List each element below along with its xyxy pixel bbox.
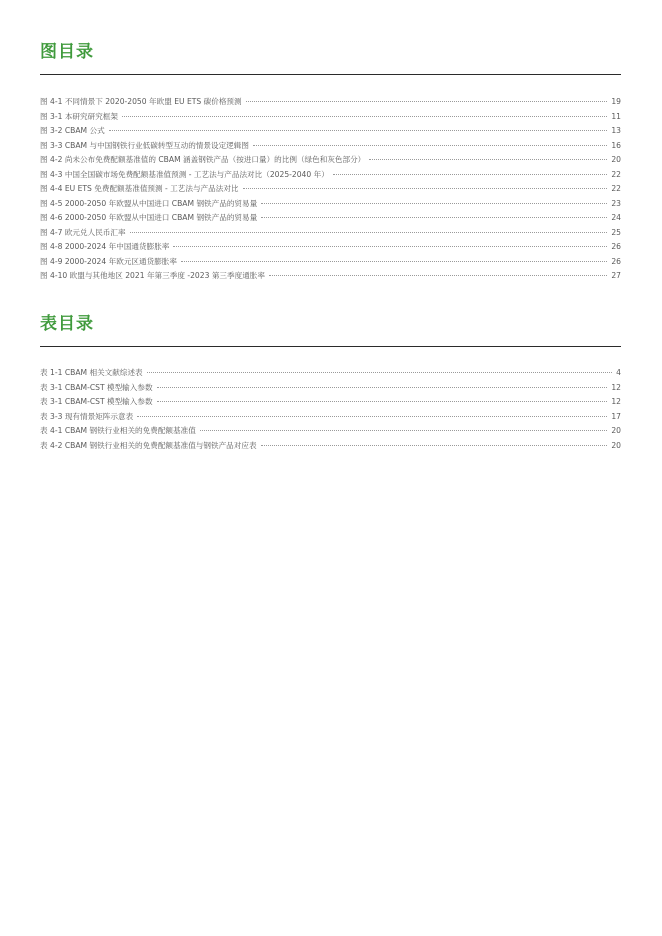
figure-list-entry[interactable] [40, 226, 621, 241]
dot-leader [261, 217, 607, 218]
table-list-divider [40, 346, 621, 347]
toc-entry-label: 图 4-4 EU ETS 免费配额基准值预测 - 工艺法与产品法对比 [40, 184, 239, 193]
toc-entry-label: 图 4-6 2000-2050 年欧盟从中国进口 CBAM 钢铁产品的贸易量 [40, 213, 258, 222]
toc-entry-label: 表 3-3 现有情景矩阵示意表 [40, 411, 134, 421]
figure-list-entry[interactable] [40, 255, 621, 270]
toc-entry-label: 图 4-10 欧盟与其他地区 2021 年第三季度 -2023 第三季度通胀率 [40, 271, 265, 280]
dot-leader [243, 188, 608, 189]
toc-entry-page-number: 19 [611, 97, 621, 106]
figure-list-entry[interactable] [40, 197, 621, 212]
toc-entry-label: 表 3-1 CBAM-CST 模型输入参数 [40, 397, 153, 406]
table-list-entry[interactable] [40, 424, 621, 439]
toc-entry-page-number: 26 [611, 256, 621, 266]
toc-entry-page-number: 27 [611, 271, 621, 280]
dot-leader [157, 401, 608, 402]
toc-entry-page-number: 25 [611, 227, 621, 237]
table-list-entry[interactable] [40, 381, 621, 396]
toc-entry-label: 图 4-7 欧元兑人民币汇率 [40, 227, 126, 237]
toc-entry-label: 图 4-1 不同情景下 2020-2050 年欧盟 EU ETS 碳价格预测 [40, 97, 242, 106]
toc-entry-page-number: 22 [611, 184, 621, 193]
toc-entry-label: 图 4-2 尚未公布免费配额基准值的 CBAM 涵盖钢铁产品（按进口量）的比例（绿色和灰色部分） [40, 155, 366, 164]
toc-entry-label: 图 4-3 中国全国碳市场免费配额基准值预测 - 工艺法与产品法对比（2025-2040 年） [40, 169, 329, 179]
figure-list-entry[interactable] [40, 153, 621, 168]
toc-entry-page-number: 16 [611, 140, 621, 150]
toc-entry-label: 图 3-3 CBAM 与中国钢铁行业低碳转型互动的情景设定逻辑图 [40, 140, 249, 150]
toc-entry-page-number: 23 [611, 198, 621, 208]
toc-entry-page-number: 20 [611, 155, 621, 164]
toc-entry-page-number: 20 [611, 440, 621, 450]
table-list-heading: 表目录 [40, 314, 94, 334]
table-list [40, 366, 621, 453]
toc-entry-label: 表 4-2 CBAM 钢铁行业相关的免费配额基准值与钢铁产品对应表 [40, 440, 257, 450]
table-list-entry[interactable] [40, 410, 621, 425]
dot-leader [130, 232, 608, 233]
toc-entry-page-number: 11 [611, 111, 621, 121]
dot-leader [137, 416, 607, 417]
figure-list-divider [40, 74, 621, 75]
dot-leader [333, 174, 608, 175]
toc-entry-label: 图 3-2 CBAM 公式 [40, 126, 105, 135]
figure-list-entry[interactable] [40, 168, 621, 183]
table-list-entry[interactable] [40, 395, 621, 410]
toc-entry-label: 图 4-8 2000-2024 年中国通货膨胀率 [40, 242, 170, 251]
figure-list-heading: 图目录 [40, 42, 94, 62]
toc-entry-label: 表 3-1 CBAM-CST 模型输入参数 [40, 382, 153, 392]
figure-list-entry[interactable] [40, 124, 621, 139]
toc-entry-page-number: 22 [611, 169, 621, 179]
toc-entry-page-number: 17 [611, 411, 621, 421]
toc-entry-page-number: 12 [611, 397, 621, 406]
dot-leader [200, 430, 608, 431]
toc-entry-page-number: 24 [611, 213, 621, 222]
dot-leader [173, 246, 607, 247]
toc-entry-label: 图 4-5 2000-2050 年欧盟从中国进口 CBAM 钢铁产品的贸易量 [40, 198, 258, 208]
table-list-entry[interactable] [40, 366, 621, 381]
figure-list-entry[interactable] [40, 269, 621, 284]
dot-leader [181, 261, 607, 262]
figure-list-section [40, 42, 621, 284]
figure-list-entry[interactable] [40, 139, 621, 154]
figure-list-entry[interactable] [40, 110, 621, 125]
figure-list-entry[interactable] [40, 182, 621, 197]
dot-leader [246, 101, 608, 102]
table-list-entry[interactable] [40, 439, 621, 454]
toc-entry-label: 表 4-1 CBAM 钢铁行业相关的免费配额基准值 [40, 426, 196, 435]
figure-list-entry[interactable] [40, 95, 621, 110]
dot-leader [261, 203, 607, 204]
toc-entry-page-number: 26 [611, 242, 621, 251]
dot-leader [147, 372, 613, 373]
figure-list [40, 95, 621, 284]
toc-entry-label: 图 4-9 2000-2024 年欧元区通货膨胀率 [40, 256, 177, 266]
dot-leader [269, 275, 607, 276]
dot-leader [109, 130, 608, 131]
toc-entry-page-number: 13 [611, 126, 621, 135]
toc-entry-label: 表 1-1 CBAM 相关文献综述表 [40, 368, 143, 377]
dot-leader [253, 145, 607, 146]
toc-entry-page-number: 12 [611, 382, 621, 392]
dot-leader [369, 159, 607, 160]
table-list-section [40, 314, 621, 453]
toc-entry-label: 图 3-1 本研究研究框架 [40, 111, 118, 121]
dot-leader [122, 116, 607, 117]
figure-list-entry[interactable] [40, 240, 621, 255]
toc-entry-page-number: 4 [616, 368, 621, 377]
dot-leader [157, 387, 608, 388]
dot-leader [261, 445, 608, 446]
toc-entry-page-number: 20 [611, 426, 621, 435]
figure-list-entry[interactable] [40, 211, 621, 226]
